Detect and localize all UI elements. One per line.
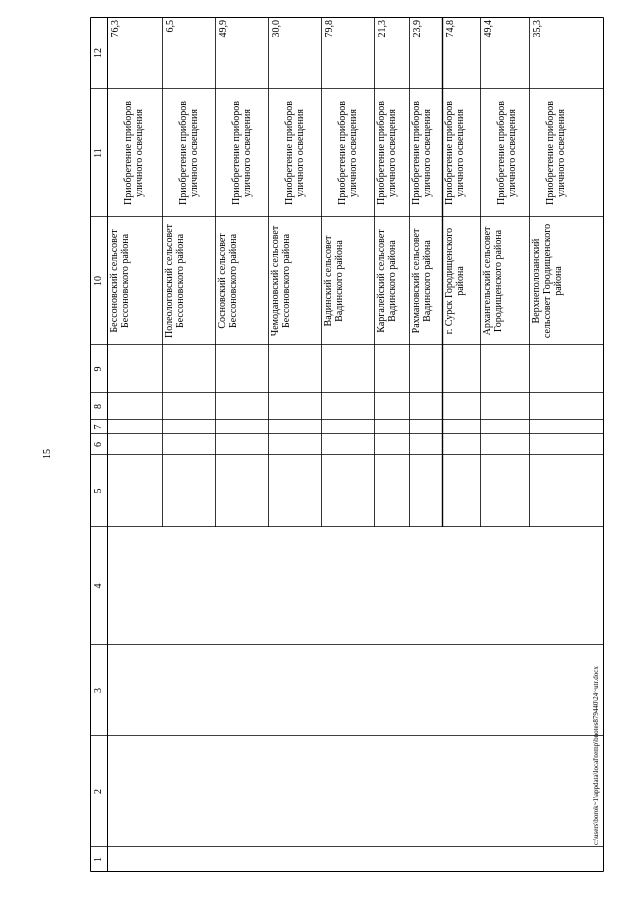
row-1-amount: 76,3	[110, 20, 121, 38]
row-10-amount: 35,3	[532, 20, 543, 38]
row-1-settlement: Бессоновский сельсовет Бессоновского района	[109, 229, 132, 333]
row-6-amount: 21,3	[377, 20, 388, 38]
row-4-purpose: Приобретение приборов уличного освещения	[284, 100, 307, 206]
row-5-amount: 79,8	[324, 20, 335, 38]
header-col-1: 1	[92, 857, 104, 862]
row-7-amount: 23,9	[412, 20, 423, 38]
row-8-purpose: Приобретение приборов уличного освещения	[444, 100, 467, 206]
row-1-purpose: Приобретение приборов уличного освещения	[123, 100, 146, 206]
header-col-4: 4	[92, 583, 104, 589]
row-2-settlement: Полеологовский сельсовет Бессоновского района	[164, 224, 187, 338]
header-col-11: 11	[92, 148, 104, 158]
header-col-3: 3	[92, 688, 104, 693]
header-col-7: 7	[92, 424, 104, 430]
file-path-footer: c:\users\borok~1\appdata\local\temp\bnotes879440\24~utr.docx	[592, 666, 600, 845]
data-table	[90, 17, 604, 872]
row-2-amount: 6,5	[165, 20, 176, 33]
row-10-purpose: Приобретение приборов уличного освещения	[545, 100, 568, 206]
header-col-2: 2	[92, 789, 104, 794]
row-6-settlement: Каргалейский сельсовет Вадинского района	[376, 229, 399, 333]
row-8-settlement: г. Сурск Городищенского района	[444, 227, 467, 335]
header-col-12: 12	[92, 48, 104, 58]
page-number: 15	[42, 449, 53, 459]
row-7-settlement: Рахмановский сельсовет Вадинского района	[411, 228, 434, 334]
row-3-amount: 49,9	[218, 20, 229, 38]
row-4-amount: 30,0	[271, 20, 282, 38]
row-9-amount: 49,4	[483, 20, 494, 38]
header-col-5: 5	[92, 488, 104, 494]
header-col-10: 10	[92, 276, 104, 286]
row-4-settlement: Чемодановский сельсовет Бессоновского района	[270, 225, 293, 337]
header-col-8: 8	[92, 404, 104, 409]
row-5-settlement: Вадинский сельсовет Вадинского района	[323, 235, 346, 327]
row-8-amount: 74,8	[445, 20, 456, 38]
row-5-purpose: Приобретение приборов уличного освещения	[337, 100, 360, 206]
row-3-settlement: Сосновский сельсовет Бессоновского района	[217, 233, 240, 329]
row-9-settlement: Архангельский сельсовет Городищенского района	[482, 226, 505, 336]
row-7-purpose: Приобретение приборов уличного освещения	[411, 100, 434, 206]
row-10-settlement: Верхнеполозанский сельсовет Городищенского района	[531, 223, 565, 339]
row-9-purpose: Приобретение приборов уличного освещения	[496, 100, 519, 206]
header-col-9: 9	[92, 366, 104, 372]
row-2-purpose: Приобретение приборов уличного освещения	[178, 100, 201, 206]
header-col-6: 6	[92, 442, 104, 447]
row-3-purpose: Приобретение приборов уличного освещения	[231, 100, 254, 206]
row-6-purpose: Приобретение приборов уличного освещения	[376, 100, 399, 206]
